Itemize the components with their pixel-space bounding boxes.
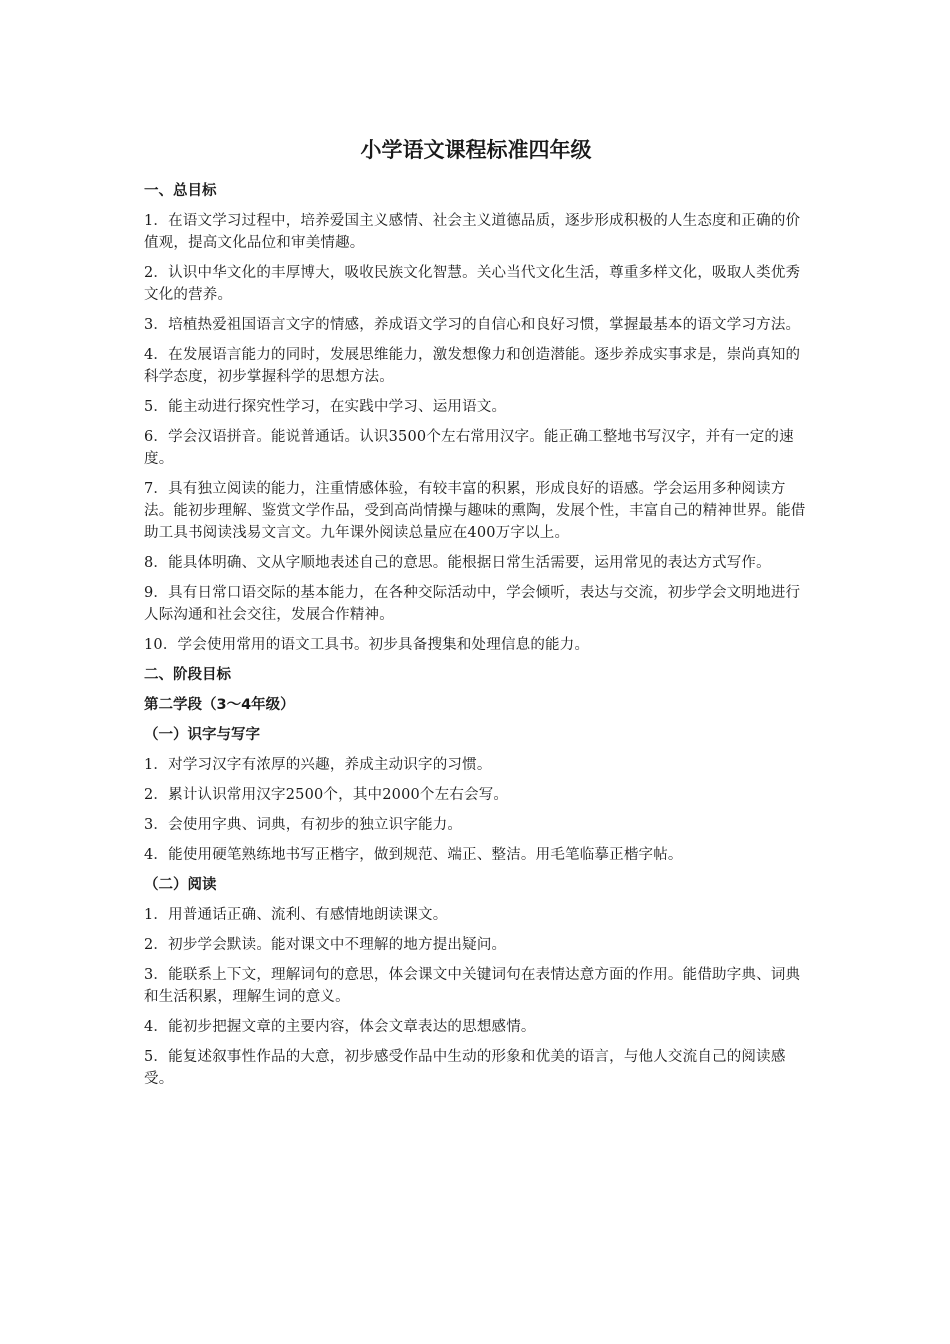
section-reading: [144, 874, 808, 1090]
paragraph: 2．认识中华文化的丰厚博大，吸收民族文化智慧。关心当代文化生活，尊重多样文化，吸取人类优秀文化的营养。: [144, 265, 801, 303]
paragraph: 4．能初步把握文章的主要内容，体会文章表达的思想感情。: [144, 1019, 536, 1035]
section-heading: （二）阅读: [144, 877, 217, 893]
paragraph: 5．能复述叙事性作品的大意，初步感受作品中生动的形象和优美的语言，与他人交流自己的阅读感受。: [144, 1049, 786, 1087]
paragraph: 2．初步学会默读。能对课文中不理解的地方提出疑问。: [144, 937, 507, 953]
paragraph: 1．对学习汉字有浓厚的兴趣，养成主动识字的习惯。: [144, 757, 492, 773]
section-literacy-writing: [144, 724, 808, 866]
paragraph: 1．在语文学习过程中，培养爱国主义感情、社会主义道德品质，逐步形成积极的人生态度和正确的价值观，提高文化品位和审美情趣。: [144, 213, 801, 251]
paragraph: 4．能使用硬笔熟练地书写正楷字，做到规范、端正、整洁。用毛笔临摹正楷字帖。: [144, 847, 683, 863]
paragraph: 2．累计认识常用汉字2500个，其中2000个左右会写。: [144, 787, 509, 803]
paragraph: 3．会使用字典、词典，有初步的独立识字能力。: [144, 817, 463, 833]
document-title: 小学语文课程标准四年级: [360, 138, 592, 162]
paragraph: 8．能具体明确、文从字顺地表述自己的意思。能根据日常生活需要，运用常见的表达方式写作。: [144, 555, 771, 571]
paragraph: 3．培植热爱祖国语言文字的情感，养成语文学习的自信心和良好习惯，掌握最基本的语文学习方法。: [144, 317, 801, 333]
paragraph: 10．学会使用常用的语文工具书。初步具备搜集和处理信息的能力。: [144, 637, 590, 653]
paragraph: 6．学会汉语拼音。能说普通话。认识3500个左右常用汉字。能正确工整地书写汉字，并有一定的速度。: [144, 429, 794, 467]
section-heading: （一）识字与写字: [144, 727, 260, 743]
document-page: [144, 134, 808, 1098]
paragraph: 1．用普通话正确、流利、有感情地朗读课文。: [144, 907, 448, 923]
paragraph: 3．能联系上下文，理解词句的意思，体会课文中关键词句在表情达意方面的作用。能借助字典、词典和生活积累，理解生词的意义。: [144, 967, 801, 1005]
paragraph: 9．具有日常口语交际的基本能力，在各种交际活动中，学会倾听，表达与交流，初步学会文明地进行人际沟通和社会交往，发展合作精神。: [144, 585, 801, 623]
paragraph: 5．能主动进行探究性学习，在实践中学习、运用语文。: [144, 399, 507, 415]
section-heading: 一、总目标: [144, 183, 217, 199]
paragraph: 7．具有独立阅读的能力，注重情感体验，有较丰富的积累，形成良好的语感。学会运用多种阅读方法。能初步理解、鉴赏文学作品，受到高尚情操与趣味的熏陶，发展个性，丰富自己的精神世界。能借助工具书阅读浅易文言文。九年课外阅读总量应在400万字以上。: [144, 481, 806, 541]
paragraph: 4．在发展语言能力的同时，发展思维能力，激发想像力和创造潜能。逐步养成实事求是，崇尚真知的科学态度，初步掌握科学的思想方法。: [144, 347, 801, 385]
section-heading-second-stage: 第二学段（3～4年级）: [144, 697, 295, 713]
section-heading-stage-goals: 二、阶段目标: [144, 667, 231, 683]
section-general-goals: [144, 180, 808, 656]
